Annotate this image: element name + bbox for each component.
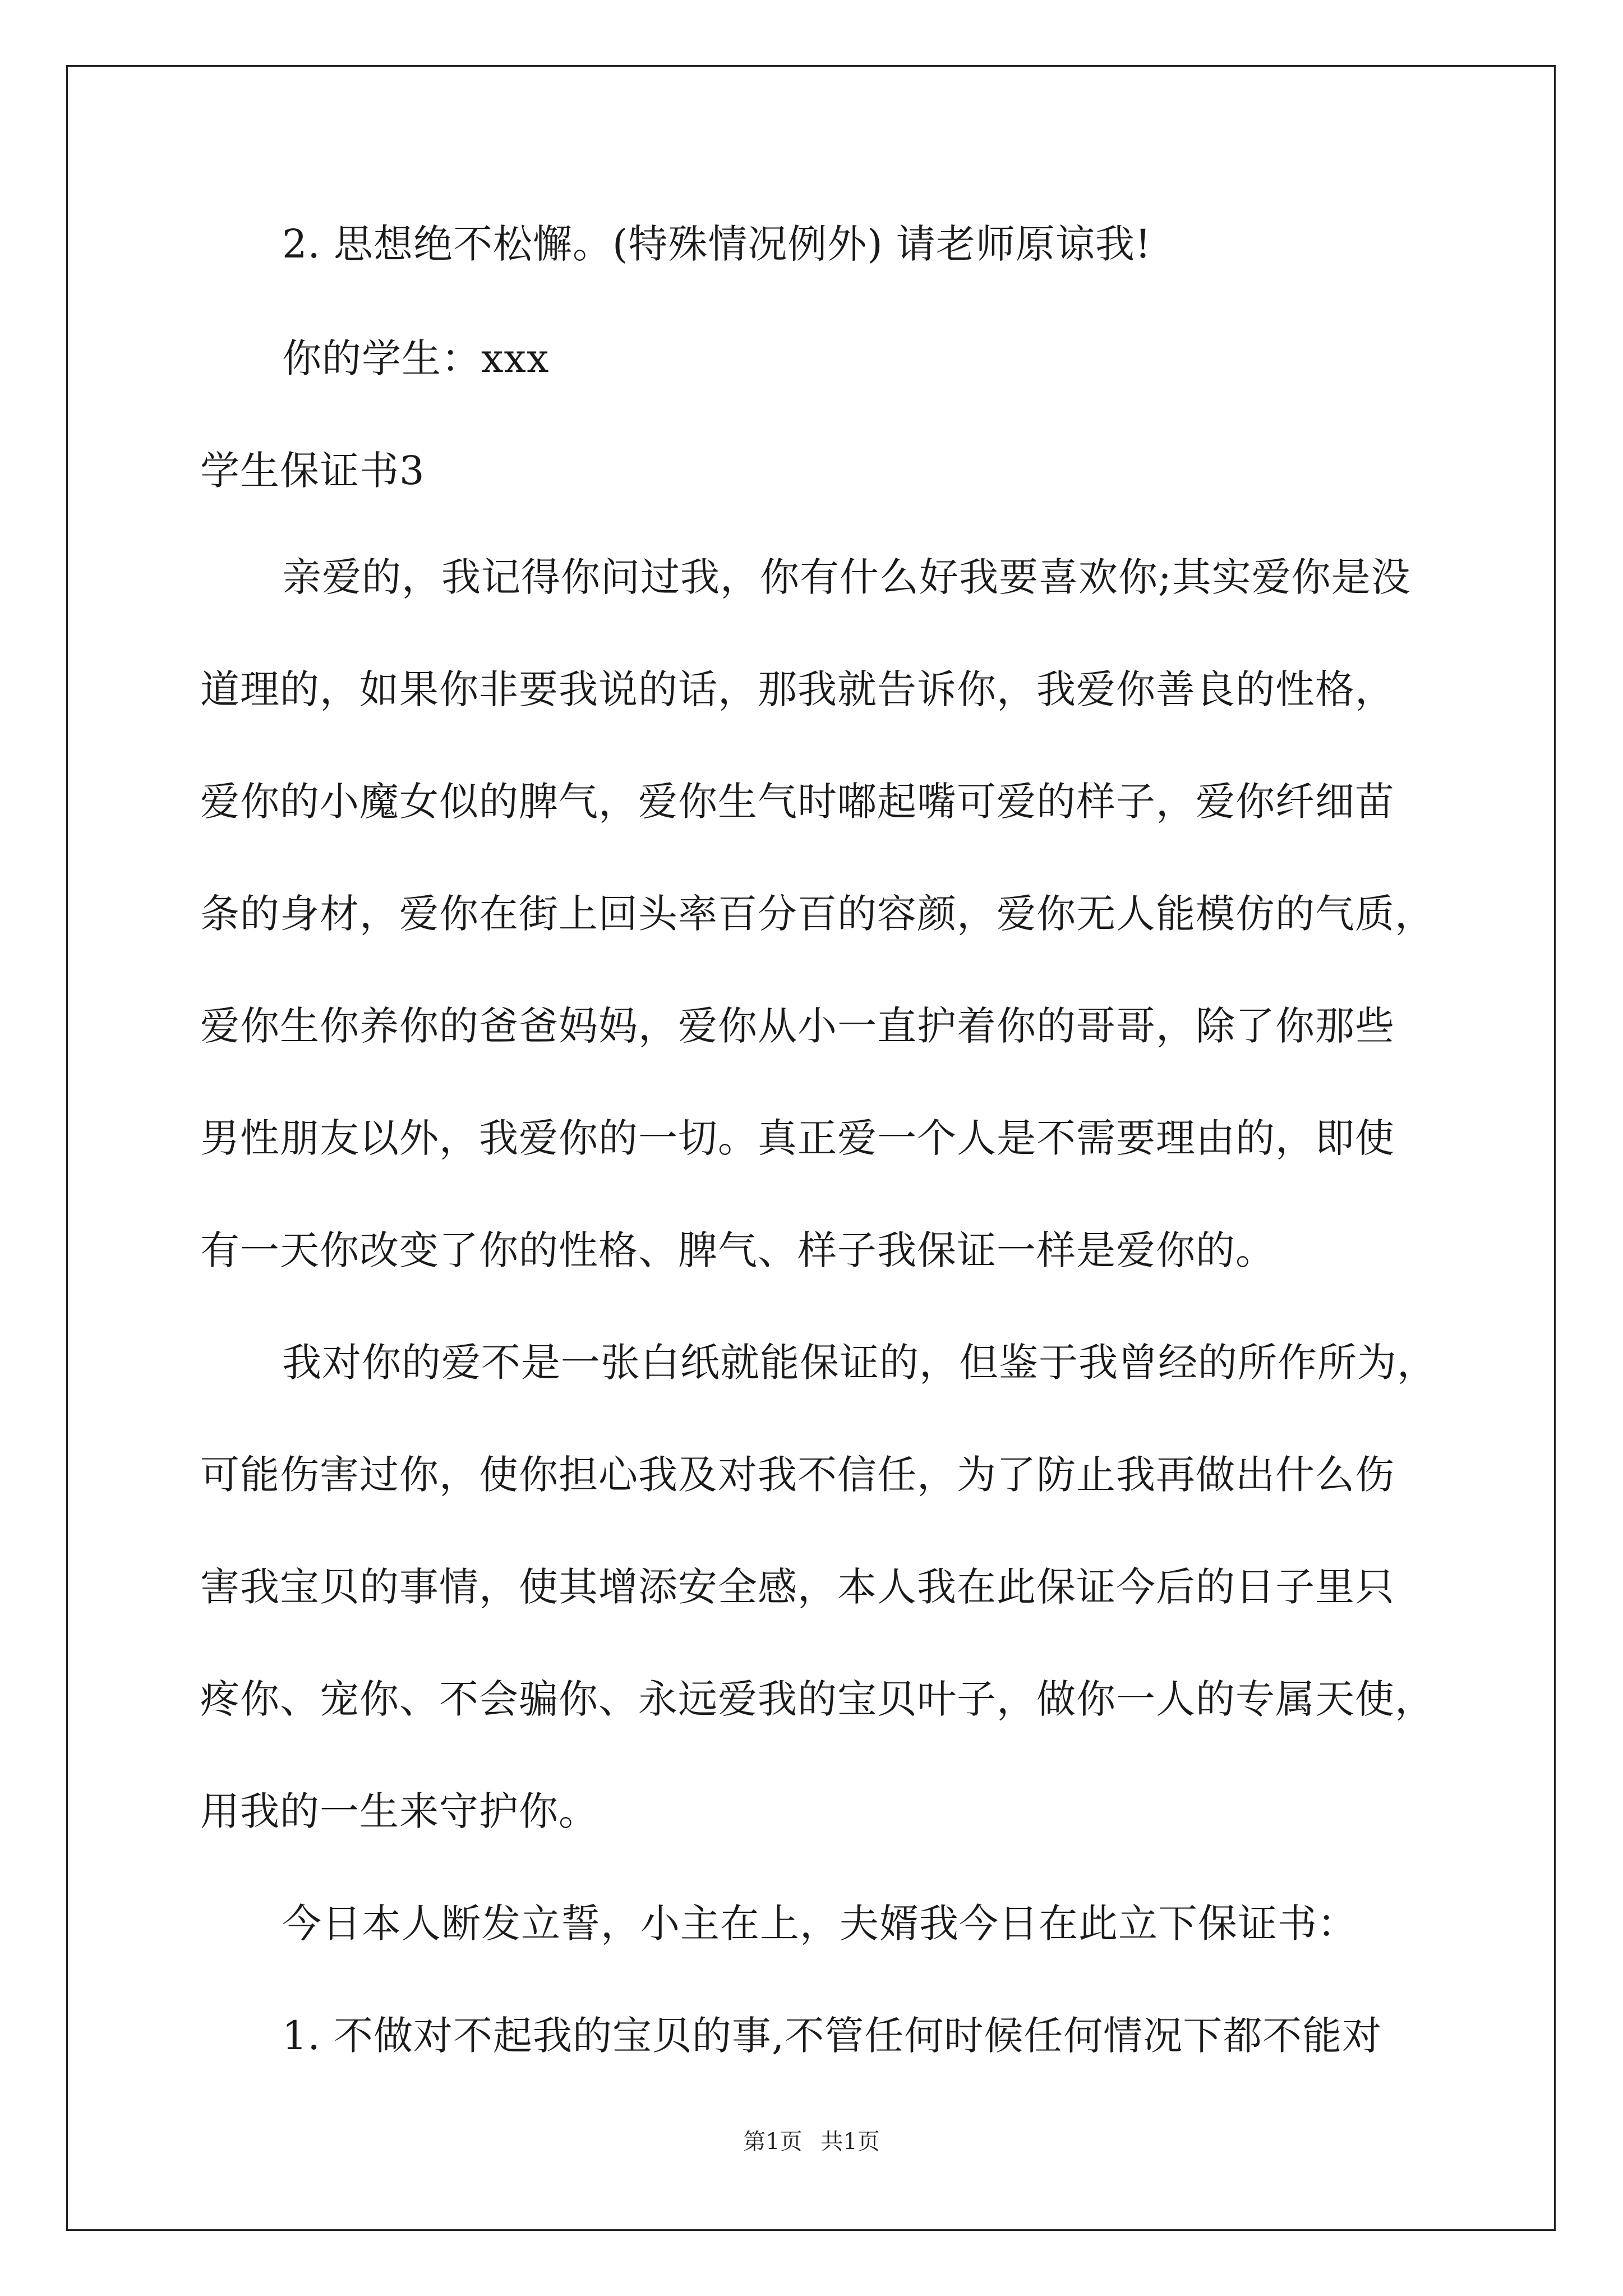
- paragraph-line: 今日本人断发立誓，小主在上，夫婿我今日在此立下保证书：: [282, 1901, 1357, 1947]
- numbered-clause-1: 1. 不做对不起我的宝贝的事,不管任何时候任何情况下都不能对: [282, 2013, 1382, 2059]
- paragraph-line: 男性朋友以外，我爱你的一切。真正爱一个人是不需要理由的，即使: [200, 1115, 1395, 1161]
- paragraph-line: 爱你的小魔女似的脾气，爱你生气时嘟起嘴可爱的样子，爱你纤细苗: [200, 779, 1395, 825]
- paragraph-line: 有一天你改变了你的性格、脾气、样子我保证一样是爱你的。: [200, 1227, 1275, 1273]
- paragraph-line: 亲爱的，我记得你问过我，你有什么好我要喜欢你;其实爱你是没: [282, 554, 1411, 600]
- numbered-clause-2: 2. 思想绝不松懈。(特殊情况例外) 请老师原谅我!: [282, 221, 1152, 267]
- paragraph-line: 爱你生你养你的爸爸妈妈，爱你从小一直护着你的哥哥，除了你那些: [200, 1003, 1395, 1049]
- paragraph-line: 用我的一生来守护你。: [200, 1788, 598, 1834]
- page-number-total: 共1页: [820, 2129, 880, 2155]
- page-number-current: 第1页: [743, 2129, 803, 2155]
- paragraph-line: 害我宝贝的事情，使其增添安全感，本人我在此保证今后的日子里只: [200, 1564, 1395, 1610]
- paragraph-line: 道理的，如果你非要我说的话，那我就告诉你，我爱你善良的性格，: [200, 666, 1395, 712]
- section-heading: 学生保证书3: [200, 448, 425, 494]
- signature-line: 你的学生：xxx: [282, 335, 550, 381]
- paragraph-line: 我对你的爱不是一张白纸就能保证的，但鉴于我曾经的所作所为，: [282, 1340, 1437, 1386]
- paragraph-line: 可能伤害过你，使你担心我及对我不信任，为了防止我再做出什么伤: [200, 1452, 1395, 1498]
- paragraph-line: 条的身材，爱你在街上回头率百分百的容颜，爱你无人能模仿的气质，: [200, 891, 1435, 937]
- page-footer: [0, 2128, 1623, 2156]
- paragraph-line: 疼你、宠你、不会骗你、永远爱我的宝贝叶子，做你一人的专属天使，: [200, 1676, 1435, 1722]
